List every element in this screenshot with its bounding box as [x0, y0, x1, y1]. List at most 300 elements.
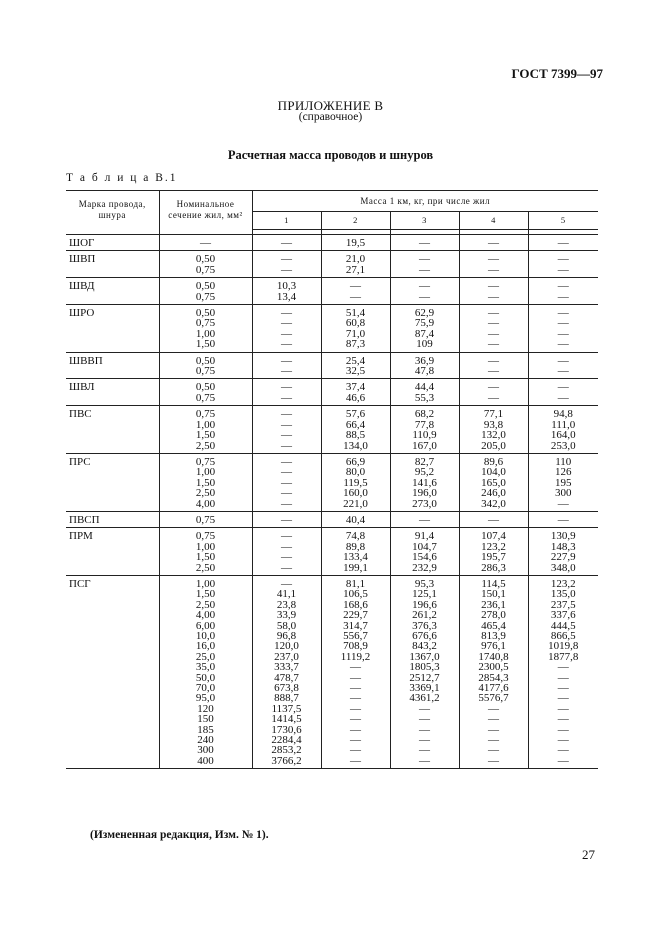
mass-cell-c3: [390, 235, 459, 251]
mass-value: 68,2: [414, 408, 435, 421]
mass-value: —: [281, 253, 292, 266]
table-group: [66, 406, 598, 454]
table-row: [66, 251, 598, 278]
table-row: [66, 511, 598, 527]
section-value: 120: [197, 702, 214, 715]
mass-value: 167,0: [412, 439, 437, 452]
mass-cell-c2: [321, 528, 390, 576]
mass-value: 333,7: [274, 661, 299, 674]
header-core-5: 5: [528, 212, 598, 230]
mass-value: 77,1: [483, 408, 504, 421]
mass-value: 89,8: [345, 540, 366, 553]
mass-value: —: [281, 561, 292, 574]
mass-cell-c1: [252, 352, 321, 379]
mass-cell-c5: [528, 278, 598, 305]
mass-cell-c4: [459, 305, 528, 353]
wire-brand: ПВС: [66, 406, 159, 454]
mass-value: —: [281, 365, 292, 378]
wire-brand: ШВВП: [66, 352, 159, 379]
mass-value: 66,4: [345, 418, 366, 431]
header-core-1: 1: [252, 212, 321, 230]
section-value: 2,50: [195, 561, 216, 574]
mass-value: 221,0: [343, 497, 368, 510]
wire-brand: ШВЛ: [66, 379, 159, 406]
mass-value: 168,6: [343, 598, 368, 611]
mass-cell-c2: [321, 453, 390, 511]
wire-brand: ПВСП: [66, 511, 159, 527]
section-value: 1,50: [195, 429, 216, 442]
section-value: 0,75: [195, 290, 216, 303]
mass-value: —: [350, 682, 361, 695]
mass-value: —: [419, 290, 430, 303]
mass-value: 19,5: [345, 237, 366, 249]
mass-value: —: [350, 692, 361, 705]
mass-value: 111,0: [551, 418, 576, 431]
mass-value: —: [488, 354, 499, 367]
mass-value: —: [488, 307, 499, 320]
mass-value: 205,0: [481, 439, 506, 452]
wire-brand: ШОГ: [66, 235, 159, 251]
section-value: 6,00: [195, 619, 216, 632]
header-section: Номинальное сечение жил, мм²: [159, 191, 252, 230]
mass-value: —: [557, 734, 569, 747]
mass-value: —: [281, 439, 292, 452]
section-value: 1,00: [195, 418, 216, 431]
section-cell: [159, 278, 252, 305]
section-value: 1,50: [195, 551, 216, 564]
table-group: [66, 305, 598, 353]
mass-value: —: [419, 754, 430, 767]
mass-value: 342,0: [481, 497, 506, 510]
mass-value: —: [281, 237, 292, 249]
mass-value: —: [557, 391, 569, 404]
mass-value: —: [557, 354, 569, 367]
section-value: 0,50: [195, 280, 216, 293]
section-cell: [159, 453, 252, 511]
mass-value: 141,6: [412, 476, 437, 489]
mass-cell-c2: [321, 406, 390, 454]
mass-value: —: [419, 702, 430, 715]
mass-value: 4361,2: [409, 692, 440, 705]
mass-value: 88,5: [345, 429, 366, 442]
appendix-subtitle: (справочное): [298, 111, 363, 123]
mass-cell-c4: [459, 528, 528, 576]
mass-value: 110: [555, 455, 572, 468]
mass-value: 237,5: [550, 598, 576, 611]
wire-brand: ШВП: [66, 251, 159, 278]
mass-value: —: [557, 327, 569, 340]
mass-value: 376,3: [412, 619, 437, 632]
mass-value: 1119,2: [340, 650, 371, 663]
mass-value: —: [557, 661, 569, 674]
mass-cell-c3: [390, 406, 459, 454]
mass-value: 55,3: [414, 391, 435, 404]
mass-value: 13,4: [276, 290, 297, 303]
mass-value: 75,9: [414, 317, 435, 330]
mass-value: —: [350, 744, 361, 757]
mass-value: 60,8: [345, 317, 366, 330]
mass-value: 33,9: [276, 609, 297, 622]
mass-cell-c4: [459, 379, 528, 406]
section-value: 240: [197, 734, 214, 747]
page-number: 27: [582, 847, 595, 862]
mass-value: —: [281, 513, 292, 526]
table-group: [66, 379, 598, 406]
mass-value: 150,1: [481, 588, 506, 601]
mass-value: —: [281, 497, 292, 510]
mass-value: 93,8: [483, 418, 504, 431]
mass-value: —: [281, 354, 292, 367]
mass-value: 253,0: [550, 439, 576, 452]
table-group: [66, 251, 598, 278]
mass-value: 120,0: [274, 640, 299, 653]
section-value: —: [200, 237, 211, 249]
section-value: 1,50: [195, 588, 216, 601]
mass-cell-c1: [252, 406, 321, 454]
mass-value: 976,1: [481, 640, 506, 653]
section-value: 70,0: [195, 682, 216, 695]
mass-value: —: [350, 290, 361, 303]
header-core-2: 2: [321, 212, 390, 230]
mass-value: 5576,7: [478, 692, 509, 705]
mass-value: 27,1: [345, 263, 366, 276]
wire-brand: ПРС: [66, 453, 159, 511]
mass-value: 1137,5: [271, 702, 302, 715]
mass-value: 126: [555, 466, 572, 479]
mass-value: 133,4: [343, 551, 368, 564]
mass-value: —: [557, 744, 569, 757]
mass-value: 71,0: [345, 327, 366, 340]
mass-cell-c1: [252, 379, 321, 406]
table-group: [66, 453, 598, 511]
mass-value: 77,8: [414, 418, 435, 431]
mass-cell-c3: [390, 528, 459, 576]
mass-value: —: [350, 671, 361, 684]
mass-value: —: [488, 290, 499, 303]
mass-value: 123,2: [550, 577, 576, 590]
mass-value: —: [350, 754, 361, 767]
section-cell: [159, 235, 252, 251]
mass-value: 246,0: [481, 487, 506, 500]
mass-value: 2854,3: [478, 671, 509, 684]
section-value: 10,0: [195, 630, 216, 642]
mass-cell-c5: [528, 379, 598, 406]
section-value: 95,0: [195, 692, 216, 705]
section-value: 0,75: [195, 263, 216, 276]
mass-value: —: [281, 551, 292, 564]
mass-value: —: [419, 253, 430, 266]
header-core-4: 4: [459, 212, 528, 230]
mass-value: —: [488, 702, 499, 715]
mass-cell-c5: [528, 251, 598, 278]
mass-value: 232,9: [412, 561, 437, 574]
mass-value: —: [281, 455, 292, 468]
mass-cell-c1: [252, 528, 321, 576]
mass-cell-c1: [252, 278, 321, 305]
section-value: 2,50: [195, 598, 216, 611]
mass-value: 123,2: [481, 540, 506, 553]
mass-value: —: [419, 280, 430, 293]
table-group: [66, 352, 598, 379]
mass-value: —: [488, 338, 499, 351]
mass-value: 114,5: [481, 577, 506, 590]
mass-value: —: [281, 408, 292, 421]
mass-cell-c3: [390, 352, 459, 379]
mass-cell-c5: [528, 305, 598, 353]
mass-value: —: [488, 713, 499, 726]
header-brand: Марка провода, шнура: [66, 191, 159, 230]
section-value: 0,75: [195, 317, 216, 330]
mass-cell-c3: [390, 575, 459, 768]
mass-cell-c3: [390, 511, 459, 527]
mass-value: 80,0: [345, 466, 366, 479]
mass-value: 95,2: [414, 466, 435, 479]
mass-value: —: [281, 577, 292, 590]
mass-value: —: [557, 513, 569, 526]
mass-value: 154,6: [412, 551, 437, 564]
mass-value: 82,7: [414, 455, 435, 468]
mass-value: —: [488, 391, 499, 404]
mass-value: —: [557, 365, 569, 378]
mass-value: —: [557, 497, 569, 510]
mass-cell-c1: [252, 305, 321, 353]
mass-cell-c4: [459, 511, 528, 527]
mass-value: 273,0: [412, 497, 437, 510]
mass-cell-c4: [459, 235, 528, 251]
mass-cell-c2: [321, 251, 390, 278]
mass-value: —: [281, 476, 292, 489]
mass-cell-c2: [321, 352, 390, 379]
mass-cell-c1: [252, 575, 321, 768]
mass-cell-c5: [528, 511, 598, 527]
mass-value: 229,7: [343, 609, 368, 622]
mass-cell-c4: [459, 278, 528, 305]
revision-note: (Измененная редакция, Изм. № 1).: [90, 829, 269, 841]
mass-value: 478,7: [274, 671, 299, 684]
mass-value: —: [557, 338, 569, 351]
mass-cell-c1: [252, 453, 321, 511]
mass-value: 1367,0: [409, 650, 440, 663]
mass-value: —: [557, 263, 569, 276]
mass-cell-c1: [252, 251, 321, 278]
mass-value: 89,6: [483, 455, 504, 468]
mass-value: —: [488, 744, 499, 757]
mass-value: —: [557, 307, 569, 320]
section-value: 4,00: [195, 497, 216, 510]
mass-value: —: [557, 754, 569, 767]
mass-value: —: [488, 734, 499, 747]
mass-value: —: [488, 263, 499, 276]
mass-value: 164,0: [550, 429, 576, 442]
mass-value: 1730,6: [271, 723, 302, 736]
mass-cell-c4: [459, 406, 528, 454]
table-row: [66, 453, 598, 511]
table-row: [66, 406, 598, 454]
mass-value: —: [557, 317, 569, 330]
mass-value: —: [488, 237, 499, 249]
mass-cell-c2: [321, 575, 390, 768]
table-label: Т а б л и ц а В.1: [66, 172, 178, 184]
section-value: 0,75: [195, 513, 216, 526]
mass-cell-c2: [321, 235, 390, 251]
mass-value: 843,2: [412, 640, 437, 653]
mass-value: 165,0: [481, 476, 506, 489]
mass-value: —: [557, 280, 569, 293]
mass-cell-c5: [528, 235, 598, 251]
mass-value: 58,0: [276, 619, 297, 632]
section-value: 150: [197, 713, 214, 726]
mass-value: —: [488, 723, 499, 736]
mass-value: —: [281, 540, 292, 553]
mass-value: —: [419, 263, 430, 276]
mass-cell-c2: [321, 278, 390, 305]
mass-value: —: [419, 237, 430, 249]
mass-value: 4177,6: [478, 682, 509, 695]
mass-value: —: [419, 513, 430, 526]
mass-value: —: [488, 381, 499, 394]
table-row: [66, 235, 598, 251]
table-row: [66, 379, 598, 406]
mass-cell-c3: [390, 278, 459, 305]
section-value: 2,50: [195, 439, 216, 452]
section-value: 1,00: [195, 540, 216, 553]
mass-cell-c2: [321, 379, 390, 406]
section-value: 0,50: [195, 307, 216, 320]
mass-value: 708,9: [343, 640, 368, 653]
mass-value: 1019,8: [548, 640, 579, 653]
mass-value: 51,4: [345, 307, 366, 320]
section-cell: [159, 352, 252, 379]
mass-value: 46,6: [345, 391, 366, 404]
mass-value: —: [281, 327, 292, 340]
mass-value: 21,0: [345, 253, 366, 266]
mass-value: —: [281, 487, 292, 500]
mass-value: 81,1: [345, 577, 366, 590]
mass-cell-c2: [321, 511, 390, 527]
mass-value: 130,9: [550, 530, 576, 543]
mass-value: 25,4: [345, 354, 366, 367]
mass-value: 104,7: [412, 540, 437, 553]
mass-value: —: [488, 365, 499, 378]
mass-value: 3369,1: [409, 682, 440, 695]
section-cell: [159, 575, 252, 768]
section-value: 400: [197, 754, 214, 767]
mass-value: 813,9: [481, 630, 506, 642]
mass-value: —: [350, 280, 361, 293]
mass-value: —: [557, 682, 569, 695]
table-row: [66, 575, 598, 768]
mass-value: 66,9: [345, 455, 366, 468]
mass-value: 2853,2: [271, 744, 302, 757]
mass-value: —: [557, 253, 569, 266]
mass-value: 195,7: [481, 551, 506, 564]
mass-cell-c1: [252, 235, 321, 251]
mass-value: —: [488, 317, 499, 330]
mass-cell-c5: [528, 528, 598, 576]
mass-value: 676,6: [412, 630, 437, 642]
mass-value: 444,5: [550, 619, 576, 632]
section-value: 1,00: [195, 466, 216, 479]
mass-value: —: [488, 253, 499, 266]
section-value: 50,0: [195, 671, 216, 684]
mass-value: 119,5: [343, 476, 368, 489]
table-group: [66, 528, 598, 576]
mass-value: —: [281, 307, 292, 320]
wire-brand: ПСГ: [66, 575, 159, 768]
mass-cell-c4: [459, 251, 528, 278]
table-row: [66, 278, 598, 305]
table-row: [66, 528, 598, 576]
section-value: 0,75: [195, 365, 216, 378]
section-cell: [159, 379, 252, 406]
mass-value: 87,3: [345, 338, 366, 351]
mass-value: 1877,8: [548, 650, 579, 663]
mass-value: 286,3: [481, 561, 506, 574]
mass-value: 107,4: [481, 530, 506, 543]
section-cell: [159, 251, 252, 278]
mass-value: 465,4: [481, 619, 506, 632]
section-value: 16,0: [195, 640, 216, 653]
mass-value: —: [488, 280, 499, 293]
mass-value: —: [281, 338, 292, 351]
mass-value: 1414,5: [271, 713, 302, 726]
section-value: 0,75: [195, 455, 216, 468]
mass-value: 261,2: [412, 609, 437, 622]
mass-value: —: [557, 692, 569, 705]
section-value: 1,50: [195, 338, 216, 351]
mass-value: 199,1: [343, 561, 368, 574]
mass-value: 134,0: [343, 439, 368, 452]
mass-cell-c4: [459, 352, 528, 379]
mass-value: 2300,5: [478, 661, 509, 674]
mass-value: 41,1: [276, 588, 297, 601]
section-value: 1,00: [195, 327, 216, 340]
section-value: 0,75: [195, 530, 216, 543]
table-group: [66, 511, 598, 527]
mass-value: —: [281, 381, 292, 394]
mass-value: 300: [555, 487, 572, 500]
section-value: 35,0: [195, 661, 216, 674]
mass-value: 2284,4: [271, 734, 302, 747]
mass-cell-c3: [390, 453, 459, 511]
mass-value: 196,6: [412, 598, 437, 611]
document-title: Расчетная масса проводов и шнуров: [227, 148, 434, 162]
mass-value: —: [557, 723, 569, 736]
wire-brand: ШРО: [66, 305, 159, 353]
mass-cell-c2: [321, 305, 390, 353]
mass-value: 94,8: [553, 408, 573, 421]
mass-value: 1805,3: [409, 661, 440, 674]
mass-value: —: [488, 327, 499, 340]
mass-value: —: [419, 744, 430, 757]
mass-value: 10,3: [276, 280, 297, 293]
mass-value: 96,8: [276, 630, 297, 642]
mass-value: 160,0: [343, 487, 368, 500]
mass-cell-c5: [528, 406, 598, 454]
mass-value: —: [281, 391, 292, 404]
table-group: [66, 235, 598, 251]
mass-value: 40,4: [345, 513, 366, 526]
mass-value: 91,4: [414, 530, 435, 543]
section-value: 0,75: [195, 408, 216, 421]
mass-value: —: [281, 429, 292, 442]
mass-value: 87,4: [414, 327, 435, 340]
mass-value: 74,8: [345, 530, 366, 543]
section-value: 300: [197, 744, 214, 757]
mass-value: 104,0: [481, 466, 506, 479]
mass-cell-c5: [528, 575, 598, 768]
section-value: 1,00: [195, 577, 216, 590]
